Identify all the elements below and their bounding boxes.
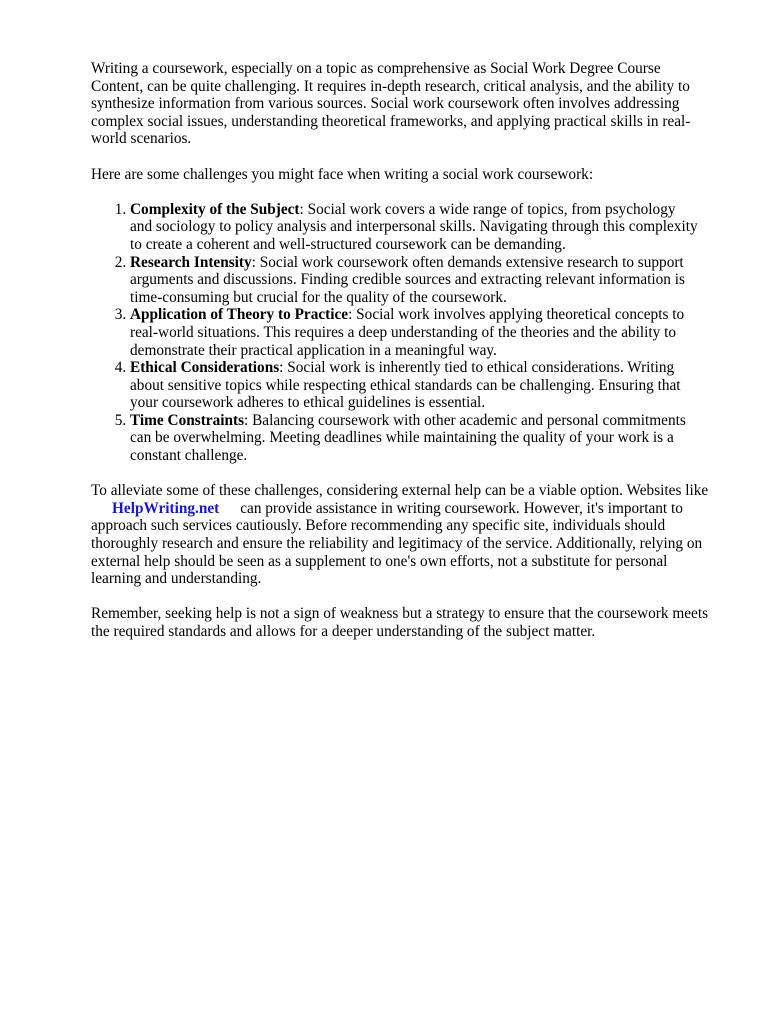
challenge-item [130,359,700,412]
document-page [91,60,731,658]
challenge-text: : Social work covers a wide range of topics, from psychology and sociology to policy analysis and interpersonal skills. Navigating through this complexity to create a coherent and well-structured coursework can be demanding. [130,200,698,253]
closing-paragraph: Remember, seeking help is not a sign of weakness but a strategy to ensure that the coursework meets the required standards and allows for a deeper understanding of the subject matter. [91,605,709,640]
challenge-text: : Social work coursework often demands extensive research to support arguments and discussions. Finding credible sources and extracting relevant information is time-consuming but crucial for the quality of the coursework. [130,253,685,306]
challenge-item [130,412,700,465]
challenge-term: Ethical Considerations [130,359,280,377]
challenge-item [130,201,700,254]
help-text-before-link: To alleviate some of these challenges, considering external help can be a viable option. Websites like [91,482,709,500]
challenge-term: Complexity of the Subject [130,200,300,218]
intro-paragraph: Writing a coursework, especially on a topic as comprehensive as Social Work Degree Course Content, can be quite challenging. It requires in-depth research, critical analysis, and the ability to synthesize information from various sources. Social work coursework often involves addressing complex social issues, understanding theoretical frameworks, and applying practical skills in real-world scenarios. [91,60,691,148]
challenge-term: Application of Theory to Practice [130,306,349,324]
help-text-after-link: can provide assistance in writing coursework. However, it's important to approach such services cautiously. Before recommending any specific site, individuals should thoroughly research and ensure the reliability and legitimacy of the service. Additionally, relying on external help should be seen as a supplement to one's own efforts, not a substitute for personal learning and understanding. [91,499,703,588]
challenges-lead-paragraph: Here are some challenges you might face when writing a social work coursework: [91,165,594,183]
challenge-term: Time Constraints [130,411,245,429]
challenge-text: : Social work involves applying theoretical concepts to real-world situations. This requires a deep understanding of the theories and the ability to demonstrate their practical application in a meaningful way. [130,306,685,359]
challenge-term: Research Intensity [130,253,252,271]
challenge-text: : Balancing coursework with other academic and personal commitments can be overwhelming. Meeting deadlines while maintaining the quality of your work is a constant challenge. [130,411,686,465]
helpwriting-link[interactable]: HelpWriting.net [112,499,220,517]
challenge-item [130,306,700,359]
external-help-paragraph [91,482,721,588]
challenge-item [130,254,700,307]
challenge-text: : Social work is inherently tied to ethical considerations. Writing about sensitive topics while respecting ethical standards can be challenging. Ensuring that your coursework adheres to ethical guidelines is essential. [130,359,681,412]
challenges-list [91,201,700,465]
